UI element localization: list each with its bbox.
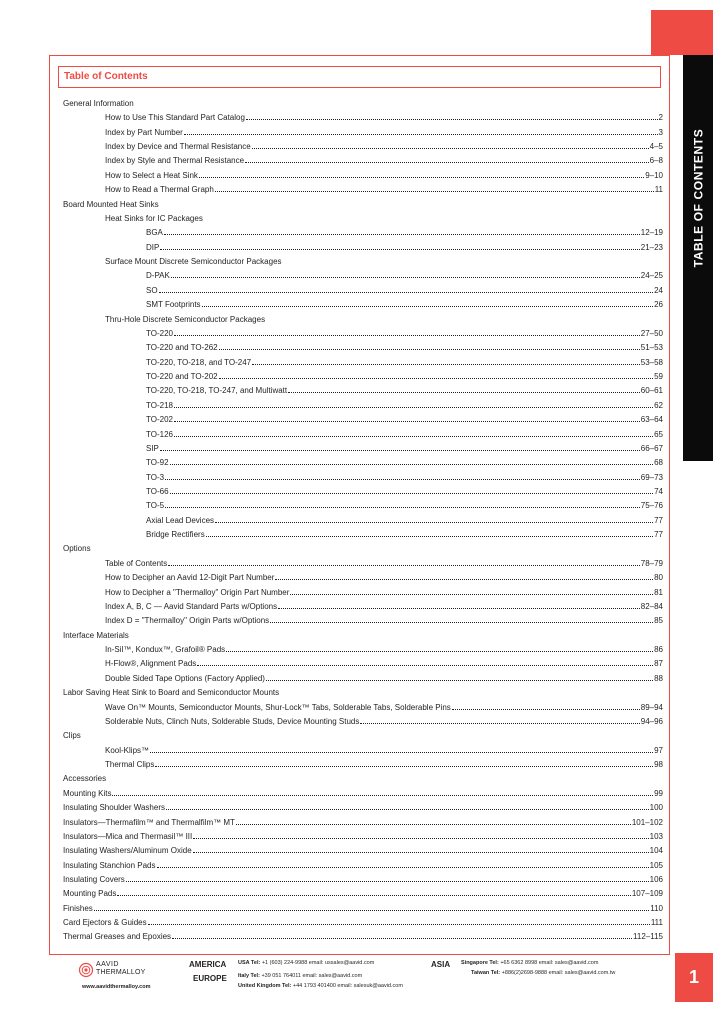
contact-uk-text[interactable]: +44 1793 401400 email: salesuk@aavid.com (292, 983, 403, 989)
entry-title[interactable]: SIP (146, 443, 159, 453)
entry-page[interactable]: 88 (654, 673, 663, 683)
dot-leader (199, 176, 644, 178)
entry-page[interactable]: 21–23 (640, 242, 663, 252)
toc-entry[interactable] (63, 827, 663, 841)
toc-entry[interactable] (63, 123, 663, 137)
dot-leader (215, 521, 653, 523)
section-title: Labor Saving Heat Sink to Board and Semiconductor Mounts (63, 688, 280, 698)
toc-entry[interactable] (63, 266, 663, 280)
entry-title[interactable]: H-Flow®, Alignment Pads (105, 659, 197, 669)
brand-line-1: AAVID (96, 961, 119, 968)
entry-page[interactable]: 26 (654, 300, 663, 310)
entry-title[interactable]: Index by Part Number (105, 127, 183, 137)
toc-entry[interactable] (63, 324, 663, 338)
toc-entry[interactable] (63, 698, 663, 712)
entry-title[interactable]: TO-5 (146, 501, 165, 511)
entry-title[interactable]: SO (146, 285, 158, 295)
entry-page[interactable]: 74 (654, 486, 663, 496)
toc-entry[interactable] (63, 425, 663, 439)
entry-title[interactable]: In-Sil™, Kondux™, Grafoil® Pads (105, 645, 226, 655)
subheading-title: Thru-Hole Discrete Semiconductor Packages (105, 314, 266, 324)
toc-title: Table of Contents (58, 66, 661, 88)
toc-entry[interactable] (63, 611, 663, 625)
dot-leader (168, 564, 639, 566)
entry-page[interactable]: 87 (654, 659, 663, 669)
dot-leader (164, 233, 640, 235)
toc-section-heading (63, 683, 663, 697)
footer (70, 958, 670, 998)
dot-leader (193, 851, 649, 853)
entry-title[interactable]: How to Select a Heat Sink (105, 170, 198, 180)
dot-leader (184, 133, 658, 135)
entry-page[interactable]: 53–58 (640, 357, 663, 367)
entry-page[interactable]: 66–67 (640, 443, 663, 453)
america-label: AMERICA (189, 960, 227, 969)
dot-leader (117, 894, 630, 896)
entry-page[interactable]: 77 (654, 530, 663, 540)
dot-leader (360, 722, 639, 724)
entry-title[interactable]: Index A, B, C — Aavid Standard Parts w/Options (105, 601, 278, 611)
europe-label: EUROPE (193, 974, 227, 983)
entry-title[interactable]: Table of Contents (105, 558, 168, 568)
section-title: Accessories (63, 774, 107, 784)
dot-leader (170, 463, 654, 465)
toc-entry[interactable] (63, 741, 663, 755)
entry-title[interactable]: Axial Lead Devices (146, 515, 215, 525)
dot-leader (174, 435, 653, 437)
toc-entry[interactable] (63, 913, 663, 927)
entry-page[interactable]: 77 (654, 515, 663, 525)
toc-entry[interactable] (63, 884, 663, 898)
entry-title[interactable]: Double Sided Tape Options (Factory Applied) (105, 673, 265, 683)
dot-leader (202, 305, 654, 307)
dot-leader (150, 751, 653, 753)
entry-page[interactable]: 63–64 (640, 415, 663, 425)
toc-section-heading (63, 539, 663, 553)
toc-entry[interactable] (63, 496, 663, 510)
entry-page[interactable]: 4–5 (649, 142, 663, 152)
dot-leader (165, 478, 640, 480)
entry-page[interactable]: 112–115 (633, 932, 663, 942)
dot-leader (252, 147, 649, 149)
toc-entry[interactable] (63, 410, 663, 424)
entry-page[interactable]: 12–19 (640, 228, 663, 238)
toc-entry[interactable] (63, 151, 663, 165)
entry-title[interactable]: TO-92 (146, 458, 169, 468)
entry-page[interactable]: 65 (654, 429, 663, 439)
dot-leader (166, 808, 649, 810)
toc-entry[interactable] (63, 166, 663, 180)
toc-section-heading (63, 769, 663, 783)
dot-leader (148, 923, 650, 925)
dot-leader (126, 880, 649, 882)
entry-page[interactable]: 97 (654, 745, 663, 755)
dot-leader (275, 578, 653, 580)
toc-section-heading (63, 195, 663, 209)
entry-title[interactable]: TO-66 (146, 486, 169, 496)
entry-title[interactable]: TO-220 and TO-202 (146, 372, 218, 382)
toc-entry[interactable] (63, 180, 663, 194)
entry-page[interactable]: 24 (654, 285, 663, 295)
dot-leader (219, 348, 640, 350)
contact-taiwan (471, 970, 615, 976)
dot-leader (160, 248, 639, 250)
toc-section-heading (63, 626, 663, 640)
entry-title[interactable]: Insulating Shoulder Washers (63, 803, 165, 813)
toc-subheading (63, 252, 663, 266)
asia-label: ASIA (431, 960, 451, 969)
dot-leader (290, 593, 653, 595)
entry-page[interactable]: 101–102 (631, 817, 663, 827)
toc-entry[interactable] (63, 784, 663, 798)
toc-entry[interactable] (63, 511, 663, 525)
toc-entry[interactable] (63, 238, 663, 252)
contact-taiwan-text[interactable]: +886(2)2698-9888 email: sales@aavid.com.tw (501, 970, 616, 976)
toc-entry[interactable] (63, 870, 663, 884)
toc-section-heading (63, 726, 663, 740)
toc-entry[interactable] (63, 482, 663, 496)
toc-entry[interactable] (63, 813, 663, 827)
entry-title[interactable]: D-PAK (146, 271, 170, 281)
toc-entry[interactable] (63, 525, 663, 539)
toc-entry[interactable] (63, 367, 663, 381)
toc-entry[interactable] (63, 381, 663, 395)
toc-entry[interactable] (63, 468, 663, 482)
dot-leader (215, 190, 654, 192)
entry-title[interactable]: Insulating Stanchion Pads (63, 860, 156, 870)
dot-leader (155, 765, 653, 767)
toc-subheading (63, 310, 663, 324)
contact-singapore-text[interactable]: +65 6362 8998 email: sales@aavid.com (500, 960, 599, 966)
contact-singapore-label: Singapore Tel: (461, 960, 499, 966)
section-title: Clips (63, 731, 81, 741)
toc-entry[interactable] (63, 755, 663, 769)
toc-entry[interactable] (63, 137, 663, 151)
entry-page[interactable]: 111 (650, 918, 663, 928)
toc-entry[interactable] (63, 654, 663, 668)
dot-leader (252, 363, 640, 365)
entry-title[interactable]: How to Read a Thermal Graph (105, 185, 214, 195)
side-title-wrap (683, 55, 713, 461)
contact-italy (238, 973, 362, 979)
section-title: Options (63, 544, 91, 554)
dot-leader (278, 607, 640, 609)
entry-title[interactable]: TO-218 (146, 400, 173, 410)
dot-leader (193, 837, 648, 839)
contact-taiwan-label: Taiwan Tel: (471, 970, 501, 976)
entry-page[interactable]: 27–50 (640, 328, 663, 338)
dot-leader (165, 506, 640, 508)
entry-page[interactable]: 75–76 (640, 501, 663, 511)
entry-page[interactable]: 11 (654, 185, 663, 195)
entry-title[interactable]: Insulators—Mica and Thermasil™ III (63, 831, 193, 841)
dot-leader (174, 406, 653, 408)
contact-usa-text[interactable]: +1 (603) 224-9988 email: ussales@aavid.com (261, 960, 375, 966)
entry-title[interactable]: Card Ejectors & Guides (63, 918, 147, 928)
entry-title[interactable]: Index by Style and Thermal Resistance (105, 156, 245, 166)
entry-page[interactable]: 89–94 (640, 702, 663, 712)
subheading-title: Heat Sinks for IC Packages (105, 213, 203, 223)
toc-entry[interactable] (63, 669, 663, 683)
entry-title[interactable]: TO-126 (146, 429, 173, 439)
entry-title[interactable]: Solderable Nuts, Clinch Nuts, Solderable Studs, Device Mounting Studs (105, 716, 360, 726)
toc-entry[interactable] (63, 899, 663, 913)
entry-page[interactable]: 68 (654, 458, 663, 468)
contact-italy-text[interactable]: +39 051 764011 email: sales@aavid.com (261, 973, 363, 979)
entry-page[interactable]: 69–73 (640, 472, 663, 482)
entry-page[interactable]: 85 (654, 616, 663, 626)
entry-title[interactable]: Thermal Greases and Epoxies (63, 932, 172, 942)
entry-page[interactable]: 99 (654, 788, 663, 798)
entry-page[interactable]: 2 (658, 113, 663, 123)
aavid-logo-icon (78, 962, 94, 978)
entry-title[interactable]: Insulating Washers/Aluminum Oxide (63, 846, 192, 856)
entry-page[interactable]: 78–79 (640, 558, 663, 568)
dot-leader (270, 621, 653, 623)
contact-uk-label: United Kingdom Tel: (238, 983, 292, 989)
entry-page[interactable]: 6–8 (649, 156, 663, 166)
toc-entry[interactable] (63, 554, 663, 568)
contact-singapore (461, 960, 598, 966)
dot-leader (174, 420, 640, 422)
dot-leader (452, 708, 640, 710)
entry-page[interactable]: 9–10 (645, 170, 663, 180)
dot-leader (245, 161, 649, 163)
entry-title[interactable]: How to Decipher an Aavid 12-Digit Part Number (105, 573, 275, 583)
entry-page[interactable]: 94–96 (640, 716, 663, 726)
contact-usa-label: USA Tel: (238, 960, 261, 966)
dot-leader (159, 291, 654, 293)
entry-title[interactable]: BGA (146, 228, 163, 238)
entry-title[interactable]: Insulating Covers (63, 874, 125, 884)
toc-entry[interactable] (63, 712, 663, 726)
website-link[interactable]: www.aavidthermalloy.com (82, 984, 151, 990)
toc-subheading (63, 209, 663, 223)
entry-title[interactable]: Mounting Pads (63, 889, 117, 899)
subheading-title: Surface Mount Discrete Semiconductor Packages (105, 257, 282, 267)
entry-title[interactable]: Thermal Clips (105, 760, 155, 770)
dot-leader (197, 664, 653, 666)
dot-leader (236, 823, 631, 825)
entry-page[interactable]: 103 (649, 831, 663, 841)
entry-page[interactable]: 110 (650, 903, 663, 913)
entry-page[interactable]: 86 (654, 645, 663, 655)
entry-page[interactable]: 24–25 (640, 271, 663, 281)
toc-entry[interactable] (63, 108, 663, 122)
entry-title[interactable]: TO-220, TO-218, and TO-247 (146, 357, 252, 367)
entry-title[interactable]: Index D = "Thermalloy" Origin Parts w/Options (105, 616, 270, 626)
section-title: General Information (63, 99, 134, 108)
entry-title[interactable]: TO-3 (146, 472, 165, 482)
entry-page[interactable]: 98 (654, 760, 663, 770)
entry-title[interactable]: Bridge Rectifiers (146, 530, 205, 540)
toc-entry[interactable] (63, 439, 663, 453)
entry-page[interactable]: 106 (649, 874, 663, 884)
entry-page[interactable]: 62 (654, 400, 663, 410)
entry-page[interactable]: 100 (649, 803, 663, 813)
dot-leader (206, 535, 653, 537)
entry-title[interactable]: Wave On™ Mounts, Semiconductor Mounts, Shur-Lock™ Tabs, Solderable Tabs, Solderable Pins (105, 702, 451, 712)
dot-leader (160, 449, 640, 451)
dot-leader (219, 377, 653, 379)
entry-page[interactable]: 82–84 (640, 601, 663, 611)
entry-page[interactable]: 104 (649, 846, 663, 856)
entry-page[interactable]: 80 (654, 573, 663, 583)
brand-line-2: THERMALLOY (96, 969, 146, 976)
dot-leader (170, 492, 654, 494)
toc-entry[interactable] (63, 338, 663, 352)
entry-page[interactable]: 3 (658, 127, 663, 137)
toc-entry[interactable] (63, 927, 663, 941)
toc-entry[interactable] (63, 353, 663, 367)
entry-title[interactable]: How to Decipher a "Thermalloy" Origin Part Number (105, 587, 290, 597)
side-title: TABLE OF CONTENTS (691, 128, 706, 268)
section-title: Interface Materials (63, 630, 129, 640)
toc-entry[interactable] (63, 295, 663, 309)
toc-entry[interactable] (63, 568, 663, 582)
entry-title[interactable]: Index by Device and Thermal Resistance (105, 142, 251, 152)
contact-uk (238, 983, 403, 989)
toc-entry[interactable] (63, 223, 663, 237)
toc-entry[interactable] (63, 798, 663, 812)
dot-leader (112, 794, 653, 796)
dot-leader (174, 334, 640, 336)
entry-title[interactable]: TO-220 and TO-262 (146, 343, 218, 353)
entry-page[interactable]: 51–53 (640, 343, 663, 353)
entry-page[interactable]: 59 (654, 372, 663, 382)
toc-entry[interactable] (63, 281, 663, 295)
toc-section-heading (63, 94, 663, 108)
corner-tab (651, 10, 713, 55)
section-title: Board Mounted Heat Sinks (63, 199, 159, 209)
entry-page[interactable]: 60–61 (640, 386, 663, 396)
entry-title[interactable]: Finishes (63, 903, 93, 913)
toc-entry[interactable] (63, 453, 663, 467)
entry-title[interactable]: Kool-Klips™ (105, 745, 150, 755)
dot-leader (172, 937, 632, 939)
entry-title[interactable]: TO-220 (146, 328, 173, 338)
entry-page[interactable]: 105 (649, 860, 663, 870)
toc-entry[interactable] (63, 841, 663, 855)
entry-title[interactable]: TO-220, TO-218, TO-247, and Multiwatt (146, 386, 288, 396)
toc-entry[interactable] (63, 597, 663, 611)
dot-leader (94, 909, 649, 911)
dot-leader (171, 276, 640, 278)
dot-leader (266, 679, 653, 681)
toc-entry[interactable] (63, 856, 663, 870)
page-number: 1 (675, 953, 713, 1002)
entry-title[interactable]: TO-202 (146, 415, 173, 425)
dot-leader (226, 650, 653, 652)
dot-leader (157, 866, 649, 868)
contact-italy-label: Italy Tel: (238, 973, 260, 979)
toc-entry[interactable] (63, 640, 663, 654)
toc-entry[interactable] (63, 396, 663, 410)
contact-usa (238, 960, 374, 966)
entry-title[interactable]: Insulators—Thermafilm™ and Thermalfilm™ MT (63, 817, 235, 827)
dot-leader (246, 118, 658, 120)
entry-title[interactable]: How to Use This Standard Part Catalog (105, 113, 245, 123)
entry-title[interactable]: SMT Footprints (146, 300, 201, 310)
toc-entry[interactable] (63, 583, 663, 597)
entry-page[interactable]: 107–109 (631, 889, 663, 899)
entry-page[interactable]: 81 (654, 587, 663, 597)
entry-title[interactable]: Mounting Kits (63, 788, 112, 798)
dot-leader (288, 391, 640, 393)
entry-title[interactable]: DIP (146, 242, 160, 252)
